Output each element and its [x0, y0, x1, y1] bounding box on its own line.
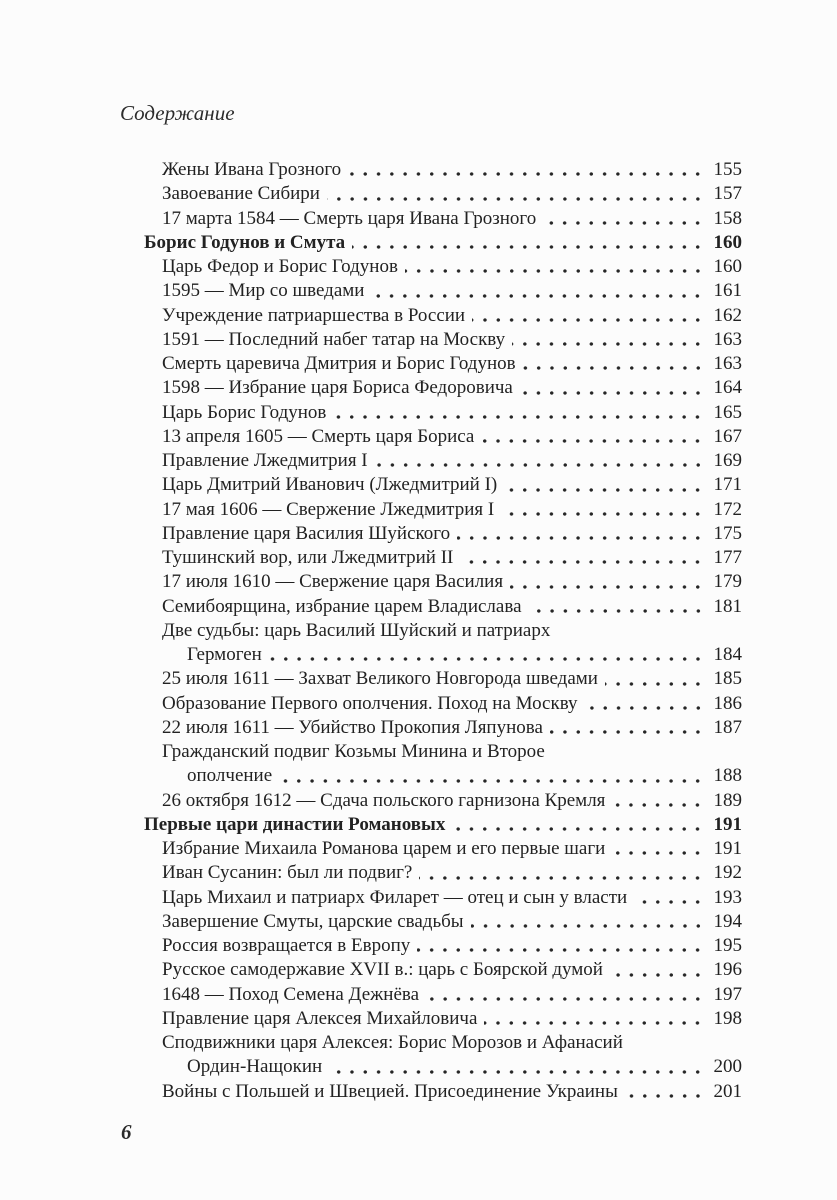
toc-entry: [0, 1080, 742, 1104]
toc-entry-page: 188: [713, 765, 742, 787]
toc-entry-title: 17 марта 1584 — Смерть царя Ивана Грозного: [162, 207, 537, 229]
toc-entry-title: Войны с Польшей и Швецией. Присоединение Украины: [162, 1080, 618, 1102]
toc-entry-title: 26 октября 1612 — Сдача польского гарнизона Кремля: [162, 789, 606, 811]
toc-entry: [0, 449, 742, 473]
toc-entry: [0, 279, 742, 303]
toc-entry: [0, 595, 742, 619]
toc-entry-page: 175: [713, 522, 742, 544]
toc-leader-dots: [269, 643, 707, 667]
toc-entry-title: Иван Сусанин: был ли подвиг?: [162, 862, 413, 884]
toc-leader-dots: [329, 1055, 706, 1079]
toc-entry-title: Завершение Смуты, царские свадьбы: [162, 910, 464, 932]
toc-entry-title: Русское самодержавие XVII в.: царь с Боярской думой: [162, 959, 603, 981]
toc-leader-dots: [510, 570, 706, 594]
toc-entry-page: 158: [713, 207, 742, 229]
toc-entry-title: Правление царя Алексея Михайловича: [162, 1007, 478, 1029]
toc-entry-title: 13 апреля 1605 — Смерть царя Бориса: [162, 425, 475, 447]
toc-entry-title: Образование Первого ополчения. Поход на Москву: [162, 692, 578, 714]
toc-entry: [0, 231, 742, 255]
toc-entry-page: 162: [713, 304, 742, 326]
toc-leader-dots: [348, 158, 706, 182]
toc-entry: [0, 910, 742, 934]
toc-entry-page: 172: [713, 498, 742, 520]
toc-leader-dots: [352, 231, 706, 255]
toc-entry-title: ополчение: [187, 765, 273, 787]
toc-entry: [0, 861, 742, 885]
toc-entry-title: Правление царя Василия Шуйского: [162, 522, 451, 544]
toc-entry-page: 184: [713, 644, 742, 665]
toc-leader-dots: [550, 716, 707, 740]
toc-entry-title: Гермоген: [187, 644, 262, 665]
toc-entry-title: Царь Михаил и патриарх Филарет — отец и сын у власти: [162, 886, 628, 908]
toc-entry-title: 1595 — Мир со шведами: [162, 280, 365, 302]
toc-entry-page: 163: [713, 353, 742, 374]
toc-entry-title: 17 мая 1606 — Свержение Лжедмитрия I: [162, 498, 495, 520]
toc-entry-page: 163: [713, 328, 742, 350]
toc-entry-title: Правление Лжедмитрия I: [162, 450, 368, 471]
toc-leader-dots: [426, 983, 706, 1007]
toc-leader-dots: [612, 789, 706, 813]
toc-leader-dots: [417, 934, 706, 958]
toc-entry-page: 167: [713, 425, 742, 447]
toc-leader-dots: [481, 425, 706, 449]
toc-entry: [0, 570, 742, 594]
toc-entry-title: Первые цари династии Романовых: [144, 813, 446, 835]
toc-entry-title: 1648 — Поход Семена Дежнёва: [162, 983, 420, 1005]
toc-entry: [0, 522, 742, 546]
toc-entry-page: 201: [713, 1080, 742, 1102]
toc-entry-page: 198: [713, 1007, 742, 1029]
toc-entry-title: Сподвижники царя Алексея: Борис Морозов и Афанасий: [162, 1032, 623, 1053]
toc-entry-title: Царь Федор и Борис Годунов: [162, 256, 398, 277]
toc-entry-page: 192: [713, 862, 742, 884]
toc-entry-title: 17 июля 1610 — Свержение царя Василия: [162, 571, 504, 593]
toc-leader-dots: [634, 886, 706, 910]
toc-entry: [0, 376, 742, 400]
toc-entry-title: 1591 — Последний набег татар на Москву: [162, 328, 506, 350]
toc-entry-title: Жены Ивана Грозного: [162, 159, 342, 180]
toc-leader-dots: [504, 473, 706, 497]
toc-entry: [0, 983, 742, 1007]
toc-leader-dots: [452, 813, 706, 837]
toc-entry: [0, 934, 742, 958]
toc-entry-page: 197: [713, 983, 742, 1005]
toc-leader-dots: [605, 667, 707, 691]
toc-entry-title: Ордин-Нащокин: [187, 1056, 323, 1078]
toc-entry: [0, 692, 742, 716]
toc-entry: [0, 958, 742, 982]
toc-entry-page: 177: [713, 547, 742, 568]
toc-entry-title: Царь Дмитрий Иванович (Лжедмитрий I): [162, 474, 498, 496]
toc-leader-dots: [610, 958, 707, 982]
toc-entry: [0, 1031, 742, 1055]
contents-heading: Содержание: [120, 101, 235, 125]
toc-entry: [0, 837, 742, 861]
toc-entry-page: 181: [713, 595, 742, 617]
toc-leader-dots: [625, 1080, 707, 1104]
table-of-contents: [0, 158, 742, 1104]
toc-entry-page: 187: [713, 716, 742, 738]
toc-leader-dots: [472, 304, 706, 328]
page-number-folio: 6: [121, 1120, 132, 1144]
toc-entry-page: 191: [713, 813, 742, 835]
toc-entry: [0, 425, 742, 449]
toc-entry-page: 164: [713, 377, 742, 399]
toc-entry-page: 195: [713, 935, 742, 956]
toc-entry: [0, 328, 742, 352]
toc-entry: [0, 764, 742, 788]
toc-entry-title: 22 июля 1611 — Убийство Прокопия Ляпунова: [162, 716, 543, 738]
toc-entry-page: 193: [713, 886, 742, 908]
toc-entry-page: 179: [713, 571, 742, 593]
toc-entry-page: 160: [713, 256, 742, 277]
toc-entry: [0, 473, 742, 497]
toc-entry-title: 1598 — Избрание царя Бориса Федоровича: [162, 377, 513, 399]
toc-leader-dots: [529, 595, 707, 619]
toc-leader-dots: [327, 182, 707, 206]
toc-leader-dots: [419, 861, 706, 885]
toc-entry-title: Смерть царевича Дмитрия и Борис Годунов: [162, 353, 516, 374]
toc-leader-dots: [585, 692, 707, 716]
toc-entry: [0, 886, 742, 910]
toc-entry: [0, 740, 742, 764]
toc-entry-page: 157: [713, 183, 742, 205]
toc-entry-page: 194: [713, 910, 742, 932]
toc-entry-title: Гражданский подвиг Козьмы Минина и Второе: [162, 741, 545, 762]
toc-leader-dots: [523, 352, 707, 376]
toc-entry-title: Учреждение патриаршества в России: [162, 304, 466, 326]
toc-leader-dots: [612, 837, 706, 861]
toc-entry-page: 160: [713, 231, 742, 253]
toc-leader-dots: [512, 328, 706, 352]
toc-entry: [0, 789, 742, 813]
toc-entry-title: Семибоярщина, избрание царем Владислава: [162, 595, 522, 617]
toc-entry-page: 185: [713, 668, 742, 690]
toc-entry: [0, 813, 742, 837]
toc-entry-page: 186: [713, 692, 742, 714]
toc-entry: [0, 643, 742, 667]
toc-entry-page: 171: [713, 474, 742, 496]
toc-entry-page: 191: [713, 838, 742, 859]
toc-entry: [0, 619, 742, 643]
toc-entry: [0, 401, 742, 425]
toc-entry: [0, 255, 742, 279]
toc-leader-dots: [371, 279, 706, 303]
toc-entry-page: 169: [713, 450, 742, 471]
toc-entry: [0, 207, 742, 231]
toc-entry-page: 196: [713, 959, 742, 981]
toc-entry-page: 165: [713, 401, 742, 423]
toc-entry: [0, 667, 742, 691]
toc-leader-dots: [333, 401, 706, 425]
toc-entry-page: 189: [713, 789, 742, 811]
toc-entry-title: Царь Борис Годунов: [162, 401, 327, 423]
toc-leader-dots: [460, 546, 706, 570]
toc-leader-dots: [471, 910, 707, 934]
toc-leader-dots: [501, 498, 706, 522]
toc-entry-title: Борис Годунов и Смута: [144, 231, 346, 253]
toc-leader-dots: [279, 764, 706, 788]
toc-entry-title: Две судьбы: царь Василий Шуйский и патриарх: [162, 619, 551, 641]
toc-leader-dots: [457, 522, 706, 546]
toc-entry: [0, 546, 742, 570]
toc-entry: [0, 498, 742, 522]
toc-entry: [0, 304, 742, 328]
toc-leader-dots: [484, 1007, 706, 1031]
toc-entry-title: 25 июля 1611 — Захват Великого Новгорода шведами: [162, 668, 598, 690]
toc-entry-title: Завоевание Сибири: [162, 183, 320, 205]
toc-entry-title: Тушинский вор, или Лжедмитрий II: [162, 547, 454, 568]
toc-entry-page: 155: [713, 159, 742, 180]
toc-entry-title: Россия возвращается в Европу: [162, 935, 411, 956]
toc-entry-page: 161: [713, 280, 742, 302]
toc-entry: [0, 716, 742, 740]
toc-leader-dots: [543, 207, 706, 231]
toc-entry: [0, 1007, 742, 1031]
toc-entry-title: Избрание Михаила Романова царем и его первые шаги: [162, 838, 606, 859]
toc-entry: [0, 182, 742, 206]
toc-leader-dots: [520, 376, 707, 400]
toc-leader-dots: [405, 255, 707, 279]
toc-leader-dots: [375, 449, 707, 473]
toc-entry: [0, 1055, 742, 1079]
toc-entry: [0, 352, 742, 376]
toc-entry-page: 200: [713, 1056, 742, 1078]
toc-entry: [0, 158, 742, 182]
